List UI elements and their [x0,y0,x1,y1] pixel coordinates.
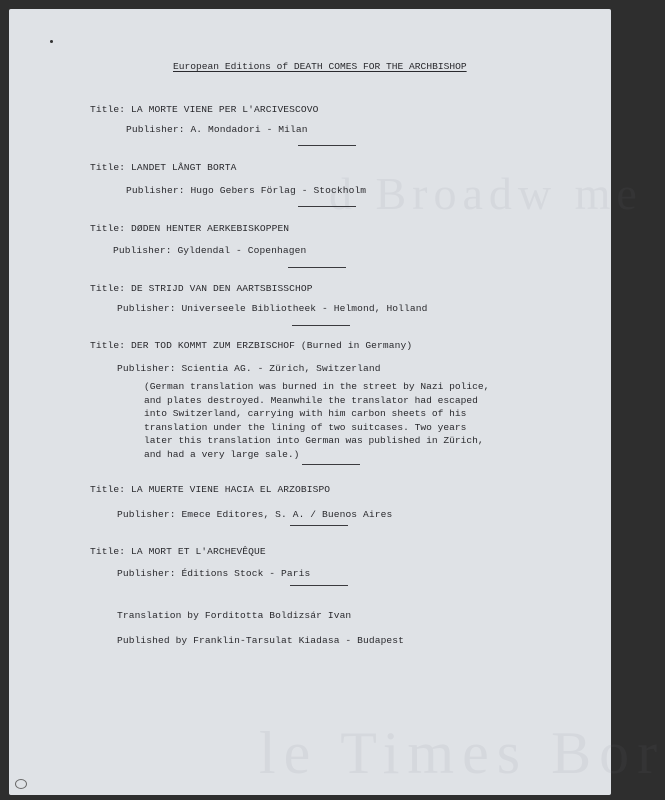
entry-title-line [90,104,318,115]
book-title: LA MUERTE VIENE HACIA EL ARZOBISPO [131,484,331,495]
separator-rule [288,267,346,268]
publisher-name: Hugo Gebers Förlag - Stockholm [190,185,367,196]
ink-dot [50,40,53,43]
publisher-name: Universeele Bibliotheek - Helmond, Holland [181,303,428,314]
publisher-name: Éditions Stock - Paris [181,568,311,579]
publisher-label: Publisher: [117,568,176,579]
entry-title-line [90,162,236,173]
note-line: (German translation was burned in the street by Nazi police, [144,381,490,392]
title-label: Title: [90,162,126,173]
document-title: European Editions of DEATH COMES FOR THE ARCHBISHOP [173,61,467,72]
title-label: Title: [90,104,126,115]
publisher-name: Gyldendal - Copenhagen [177,245,307,256]
publisher-label: Publisher: [117,303,176,314]
entry-publisher-line [117,303,427,314]
note-line: and had a very large sale.) [144,448,300,460]
note-line: later this translation into German was published in Zürich, [144,435,484,447]
title-label: Title: [90,546,126,557]
publisher-label: Publisher: [126,185,185,196]
book-title: LA MORT ET L'ARCHEVÊQUE [131,546,266,557]
separator-rule [302,464,360,465]
separator-rule [292,325,350,326]
translation-credit: Translation by Forditotta Boldizsár Ivan [117,610,352,621]
entry-publisher-line [117,509,392,520]
entry-publisher-line [113,245,306,256]
watermark-top: d Broadw me [329,168,643,219]
separator-rule [290,525,348,526]
separator-rule [298,206,356,207]
entry-publisher-line [126,124,308,135]
document-page [9,9,665,795]
publication-credit: Published by Franklin-Tarsulat Kiadasa - Budapest [117,635,405,646]
entry-publisher-line [117,568,310,579]
publisher-label: Publisher: [117,509,176,520]
entry-title-line [90,546,266,557]
burning-note [144,380,524,462]
book-title: DER TOD KOMMT ZUM ERZBISCHOF [131,340,296,351]
watermark-bottom: le Times Bor [259,720,665,786]
entry-title-line [90,340,412,351]
entry-title-line [90,283,313,294]
title-label: Title: [90,484,126,495]
book-title: DE STRIJD VAN DEN AARTSBISSCHOP [131,283,313,294]
book-title: LA MORTE VIENE PER L'ARCIVESCOVO [131,104,319,115]
publisher-label: Publisher: [126,124,185,135]
note-line: translation under the lining of two suitcases. Two years [144,421,467,433]
entry-title-line [90,223,289,234]
title-label: Title: [90,283,126,294]
note-line: into Switzerland, carrying with him carbon sheets of his [144,408,467,420]
entry-publisher-line [117,363,381,374]
entry-publisher-line [126,185,366,196]
publisher-name: Emece Editores, S. A. / Buenos Aires [181,509,393,520]
publisher-label: Publisher: [117,363,176,374]
publisher-name: A. Mondadori - Milan [190,124,308,135]
corner-stamp-mark [15,779,27,789]
note-line: and plates destroyed. Meanwhile the translator had escaped [144,394,478,406]
title-label: Title: [90,223,126,234]
book-title: DØDEN HENTER AERKEBISKOPPEN [131,223,290,234]
publisher-label: Publisher: [113,245,172,256]
separator-rule [298,145,356,146]
title-label: Title: [90,340,126,351]
title-note: (Burned in Germany) [300,340,413,351]
publisher-name: Scientia AG. - Zürich, Switzerland [181,363,381,374]
book-title: LANDET LÅNGT BORTA [131,162,237,173]
separator-rule [290,585,348,586]
entry-title-line [90,484,330,495]
